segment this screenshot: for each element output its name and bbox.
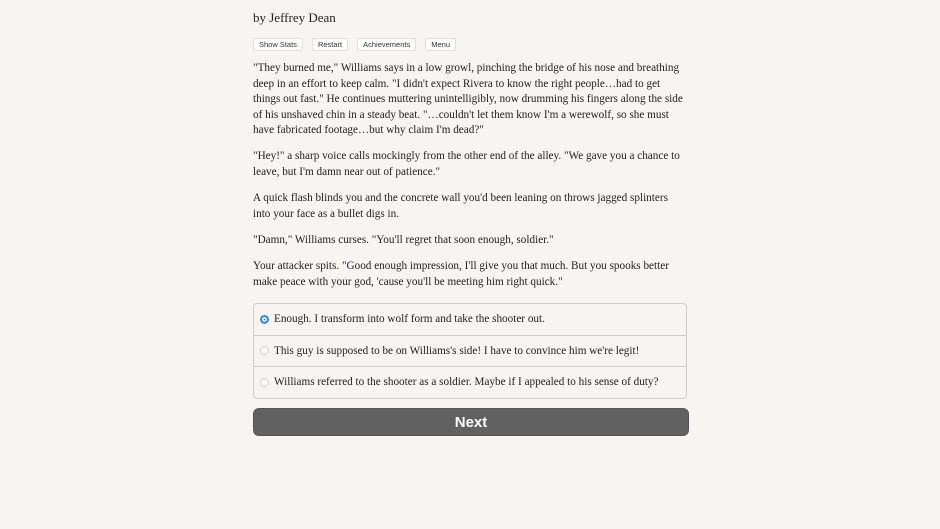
radio-unselected-icon[interactable] [260, 346, 269, 355]
author-byline: by Jeffrey Dean [253, 10, 336, 25]
story-paragraph: Your attacker spits. "Good enough impression, I'll give you that much. But you spooks better make peace with your god, 'cause you'll be meeting him right quick." [253, 259, 669, 288]
restart-button[interactable]: Restart [312, 38, 348, 51]
choice-option-2[interactable] [254, 335, 686, 367]
radio-selected-icon[interactable] [260, 315, 269, 324]
story-paragraph: "They burned me," Williams says in a low growl, pinching the bridge of his nose and breathing deep in an effort to keep calm. "I didn't expect Rivera to know the right people…had to get things out fast." He continues muttering unintelligibly, now drumming his fingers along the side of his unshaved chin in a steady beat. "…couldn't let them know I'm a werewolf, so she must have fabricated footage…but why claim I'm dead?" [253, 62, 683, 137]
choice-option-1[interactable] [254, 304, 686, 335]
story-paragraph: "Hey!" a sharp voice calls mockingly from the other end of the alley. "We gave you a chance to leave, but I'm damn near out of patience." [253, 150, 680, 179]
choice-label: Williams referred to the shooter as a soldier. Maybe if I appealed to his sense of duty? [274, 376, 659, 389]
show-stats-button[interactable]: Show Stats [253, 38, 303, 51]
story-paragraph: A quick flash blinds you and the concrete wall you'd been leaning on throws jagged splinters into your face as a bullet digs in. [253, 192, 668, 220]
choice-label: Enough. I transform into wolf form and take the shooter out. [274, 313, 545, 326]
story-text [253, 61, 687, 301]
menu-button[interactable]: Menu [425, 38, 456, 51]
choice-label: This guy is supposed to be on Williams's side! I have to convince him we're legit! [274, 344, 640, 357]
achievements-button[interactable]: Achievements [357, 38, 416, 51]
next-button[interactable]: Next [253, 408, 689, 436]
game-toolbar [253, 38, 456, 51]
story-paragraph: "Damn," Williams curses. "You'll regret that soon enough, soldier." [253, 233, 554, 246]
radio-unselected-icon[interactable] [260, 378, 269, 387]
choice-list [253, 303, 687, 399]
choice-option-3[interactable] [254, 366, 686, 398]
